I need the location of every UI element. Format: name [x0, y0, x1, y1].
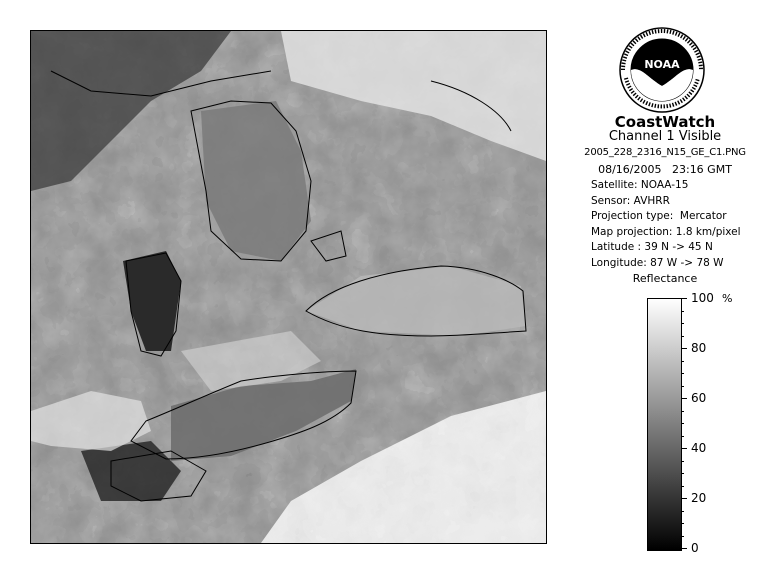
colorbar-tick [681, 498, 687, 499]
colorbar-tick [681, 298, 687, 299]
colorbar-minor-tick [681, 523, 684, 524]
logo-ring-text [618, 26, 619, 27]
colorbar-minor-tick [681, 336, 684, 337]
colorbar-minor-tick [681, 361, 684, 362]
latitude-line: Latitude : 39 N -> 45 N [591, 241, 713, 253]
colorbar-minor-tick [681, 411, 684, 412]
colorbar-minor-tick [681, 386, 684, 387]
channel-label: Channel 1 Visible [608, 129, 722, 144]
date-value: 08/16/2005 [598, 163, 662, 176]
colorbar-tick-label: 80 [691, 341, 707, 355]
colorbar-tick-label: 100 [691, 291, 714, 305]
longitude-line: Longitude: 87 W -> 78 W [591, 256, 724, 269]
colorbar-minor-tick [681, 423, 684, 424]
sensor-line: Sensor: AVHRR [591, 194, 670, 207]
product-title: CoastWatch [614, 113, 716, 131]
reflectance-colorbar [647, 298, 682, 551]
colorbar-tick-label: 40 [691, 441, 707, 455]
colorbar-minor-tick [681, 473, 684, 474]
satellite-line: Satellite: NOAA-15 [591, 179, 689, 191]
projection-line: Projection type: Mercator [591, 210, 727, 222]
datetime-label [560, 163, 770, 176]
colorbar-minor-tick [681, 536, 684, 537]
satellite-image-map [30, 30, 547, 544]
colorbar-minor-tick [681, 511, 684, 512]
resolution-line: Map projection: 1.8 km/pixel [591, 225, 741, 238]
colorbar-tick-label: 60 [691, 391, 707, 405]
colorbar-tick [681, 398, 687, 399]
filename-label: 2005_228_2316_N15_GE_C1.PNG [584, 147, 746, 158]
colorbar-minor-tick [681, 373, 684, 374]
colorbar-minor-tick [681, 311, 684, 312]
legend-unit: % [722, 292, 733, 305]
legend-title: Reflectance [632, 272, 698, 285]
colorbar-minor-tick [681, 461, 684, 462]
colorbar-minor-tick [681, 436, 684, 437]
metadata-block [591, 178, 741, 271]
colorbar-tick-label: 20 [691, 491, 707, 505]
colorbar-tick [681, 348, 687, 349]
colorbar-tick-label: 0 [691, 541, 699, 555]
colorbar-tick [681, 548, 687, 549]
map-canvas [31, 31, 546, 543]
colorbar-ticks [681, 291, 761, 555]
time-value: 23:16 GMT [671, 163, 732, 176]
colorbar-tick [681, 448, 687, 449]
colorbar-minor-tick [681, 323, 684, 324]
logo-center-text: NOAA [644, 58, 680, 71]
noaa-logo [618, 26, 706, 114]
colorbar-minor-tick [681, 486, 684, 487]
